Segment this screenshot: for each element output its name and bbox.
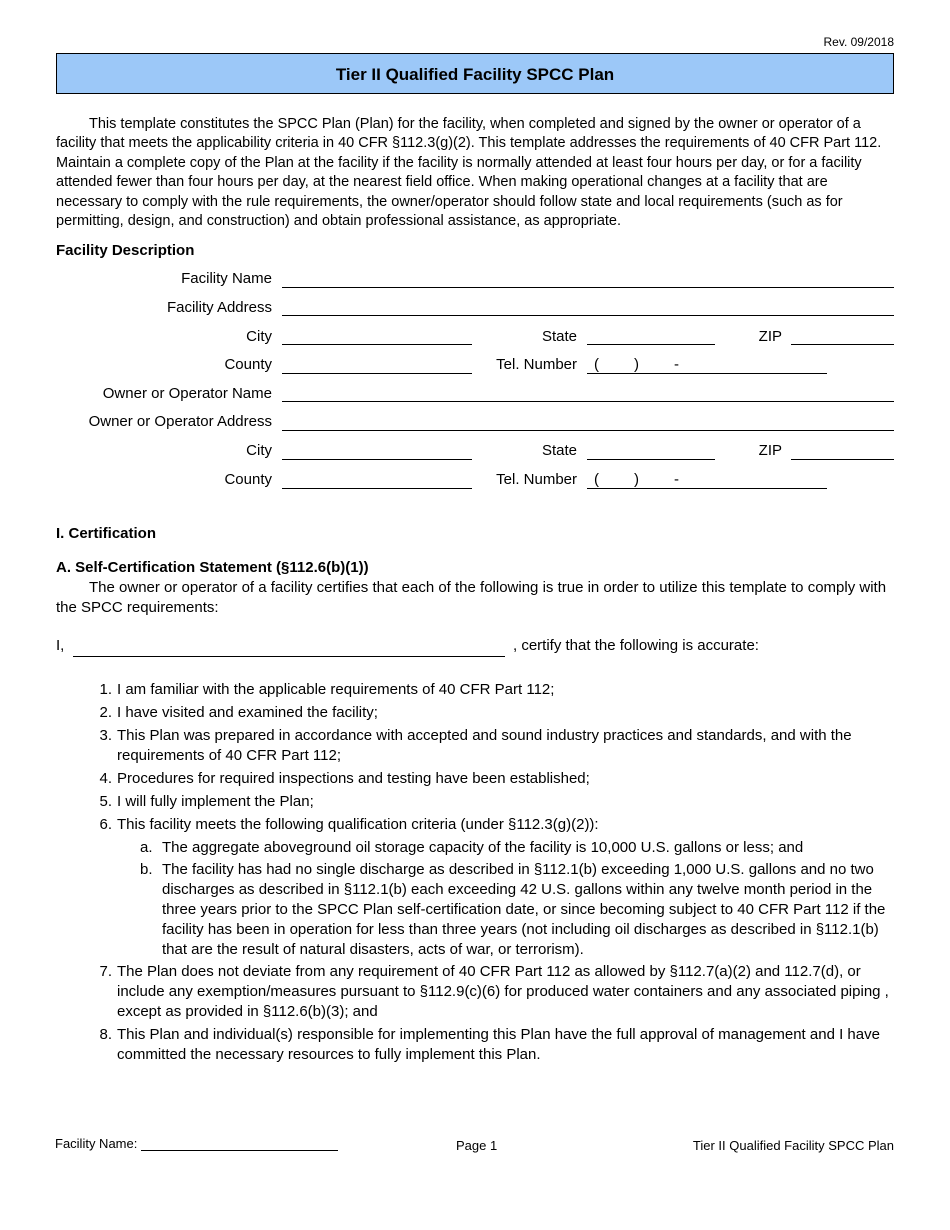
owner-city-label: City <box>246 442 272 459</box>
list-item <box>56 680 894 700</box>
county-field[interactable] <box>282 373 472 374</box>
list-item <box>56 1025 894 1065</box>
footer-facility-name-label: Facility Name: <box>55 1136 138 1151</box>
owner-tel-label: Tel. Number <box>496 471 577 488</box>
city-label: City <box>246 328 272 345</box>
footer-facility-name-field[interactable] <box>141 1150 338 1151</box>
city-field[interactable] <box>282 344 472 345</box>
list-item-number: 7. <box>99 963 112 980</box>
list-item <box>56 726 894 766</box>
owner-tel-close-paren: ) <box>634 471 639 488</box>
owner-county-field[interactable] <box>282 488 472 489</box>
sub-list-item-letter: a. <box>140 839 153 856</box>
list-item <box>56 962 894 1022</box>
tel-open-paren: ( <box>594 356 599 373</box>
intro-paragraph: This template constitutes the SPCC Plan (Plan) for the facility, when completed and signed by the owner or operator of a facility that meets the applicability criteria in 40 CFR §112.3(g)(2). This template addresses the requirements of 40 CFR Part 112. Maintain a complete copy of the Plan at the facility if the facility is normally attended at least four hours per day, or for a facility attended fewer than four hours per day, at the nearest field office. When making operational changes at a facility that are necessary to comply with the rule requirements, the owner/operator should follow state and local requirements (such as for permitting, design, and construction) and obtain professional assistance, as appropriate. <box>56 116 882 230</box>
owner-state-field[interactable] <box>587 459 715 460</box>
sub-list-item-text: The aggregate aboveground oil storage capacity of the facility is 10,000 U.S. gallons or less; and <box>162 839 804 856</box>
state-label: State <box>541 328 577 345</box>
owner-address-label: Owner or Operator Address <box>88 413 272 430</box>
list-item <box>56 769 894 789</box>
certification-heading: I. Certification <box>56 525 157 542</box>
list-item-number: 2. <box>99 704 112 721</box>
tel-field[interactable] <box>587 373 827 374</box>
owner-city-field[interactable] <box>282 459 472 460</box>
owner-zip-field[interactable] <box>791 459 894 460</box>
list-item-number: 5. <box>99 793 112 810</box>
list-item <box>56 792 894 812</box>
facility-description-heading: Facility Description <box>56 242 195 259</box>
owner-name-field[interactable] <box>282 401 894 402</box>
list-item-text: I am familiar with the applicable requirements of 40 CFR Part 112; <box>117 681 555 698</box>
zip-field[interactable] <box>791 344 894 345</box>
owner-tel-field[interactable] <box>587 488 827 489</box>
tel-dash: - <box>674 356 679 373</box>
certify-i-label: I, <box>56 637 65 654</box>
facility-name-field[interactable] <box>282 287 894 288</box>
revision-date: Rev. 09/2018 <box>823 35 894 49</box>
list-item-text: This Plan and individual(s) responsible for implementing this Plan have the full approval of management and I have committed the necessary resources to fully implement this Plan. <box>117 1026 880 1063</box>
list-item-text: I have visited and examined the facility; <box>117 704 378 721</box>
facility-address-label: Facility Address <box>166 299 272 316</box>
list-item <box>56 815 894 835</box>
list-item-text: Procedures for required inspections and testing have been established; <box>117 770 590 787</box>
list-item-text: The Plan does not deviate from any requirement of 40 CFR Part 112 as allowed by §112.7(a)(2) and 112.7(d), or include any exemption/measures pursuant to §112.9(c)(6) for produced water containers and any associated piping , except as provided in §112.6(b)(3); and <box>117 963 889 1020</box>
self-certification-heading: A. Self-Certification Statement (§112.6(b)(1)) <box>56 559 369 576</box>
owner-county-label: County <box>224 471 272 488</box>
list-item-text: I will fully implement the Plan; <box>117 793 314 810</box>
list-item <box>56 703 894 723</box>
facility-name-label: Facility Name <box>181 270 272 287</box>
sub-list-item-text: The facility has had no single discharge as described in §112.1(b) exceeding 1,000 U.S. gallons and no two discharges as described in §112.1(b) each exceeding 42 U.S. gallons within any twelve month period in the three years prior to the SPCC Plan self-certification date, or since becoming subject to 40 CFR Part 112 if the facility has been in operation for less than three years (not including oil discharges as described in §112.1(b) that are the result of natural disasters, acts of war, or terrorism). <box>162 861 886 958</box>
tel-close-paren: ) <box>634 356 639 373</box>
zip-label: ZIP <box>758 328 782 345</box>
certifier-name-field[interactable] <box>73 656 505 657</box>
owner-tel-open-paren: ( <box>594 471 599 488</box>
list-item-number: 4. <box>99 770 112 787</box>
certify-text: , certify that the following is accurate: <box>513 637 759 654</box>
footer-doc-title: Tier II Qualified Facility SPCC Plan <box>692 1138 894 1153</box>
certification-statement: The owner or operator of a facility certifies that each of the following is true in order to utilize this template to comply with the SPCC requirements: <box>56 579 887 616</box>
owner-zip-label: ZIP <box>758 442 782 459</box>
list-item-number: 1. <box>99 681 112 698</box>
list-item-number: 3. <box>99 727 112 744</box>
owner-address-field[interactable] <box>282 430 894 431</box>
list-item-number: 6. <box>99 816 112 833</box>
certification-list <box>56 680 894 1068</box>
sub-list-item-letter: b. <box>140 861 153 878</box>
list-item-text: This Plan was prepared in accordance with accepted and sound industry practices and standards, and with the requirements of 40 CFR Part 112; <box>117 727 852 764</box>
page-title: Tier II Qualified Facility SPCC Plan <box>56 53 894 94</box>
owner-tel-dash: - <box>674 471 679 488</box>
sub-list-item <box>56 838 894 858</box>
list-item-number: 8. <box>99 1026 112 1043</box>
facility-address-field[interactable] <box>282 315 894 316</box>
sub-list-item <box>56 860 894 960</box>
owner-state-label: State <box>541 442 577 459</box>
tel-label: Tel. Number <box>496 356 577 373</box>
state-field[interactable] <box>587 344 715 345</box>
list-item-text: This facility meets the following qualification criteria (under §112.3(g)(2)): <box>117 816 599 833</box>
county-label: County <box>224 356 272 373</box>
owner-name-label: Owner or Operator Name <box>102 385 272 402</box>
footer-page-number: Page 1 <box>456 1138 498 1153</box>
